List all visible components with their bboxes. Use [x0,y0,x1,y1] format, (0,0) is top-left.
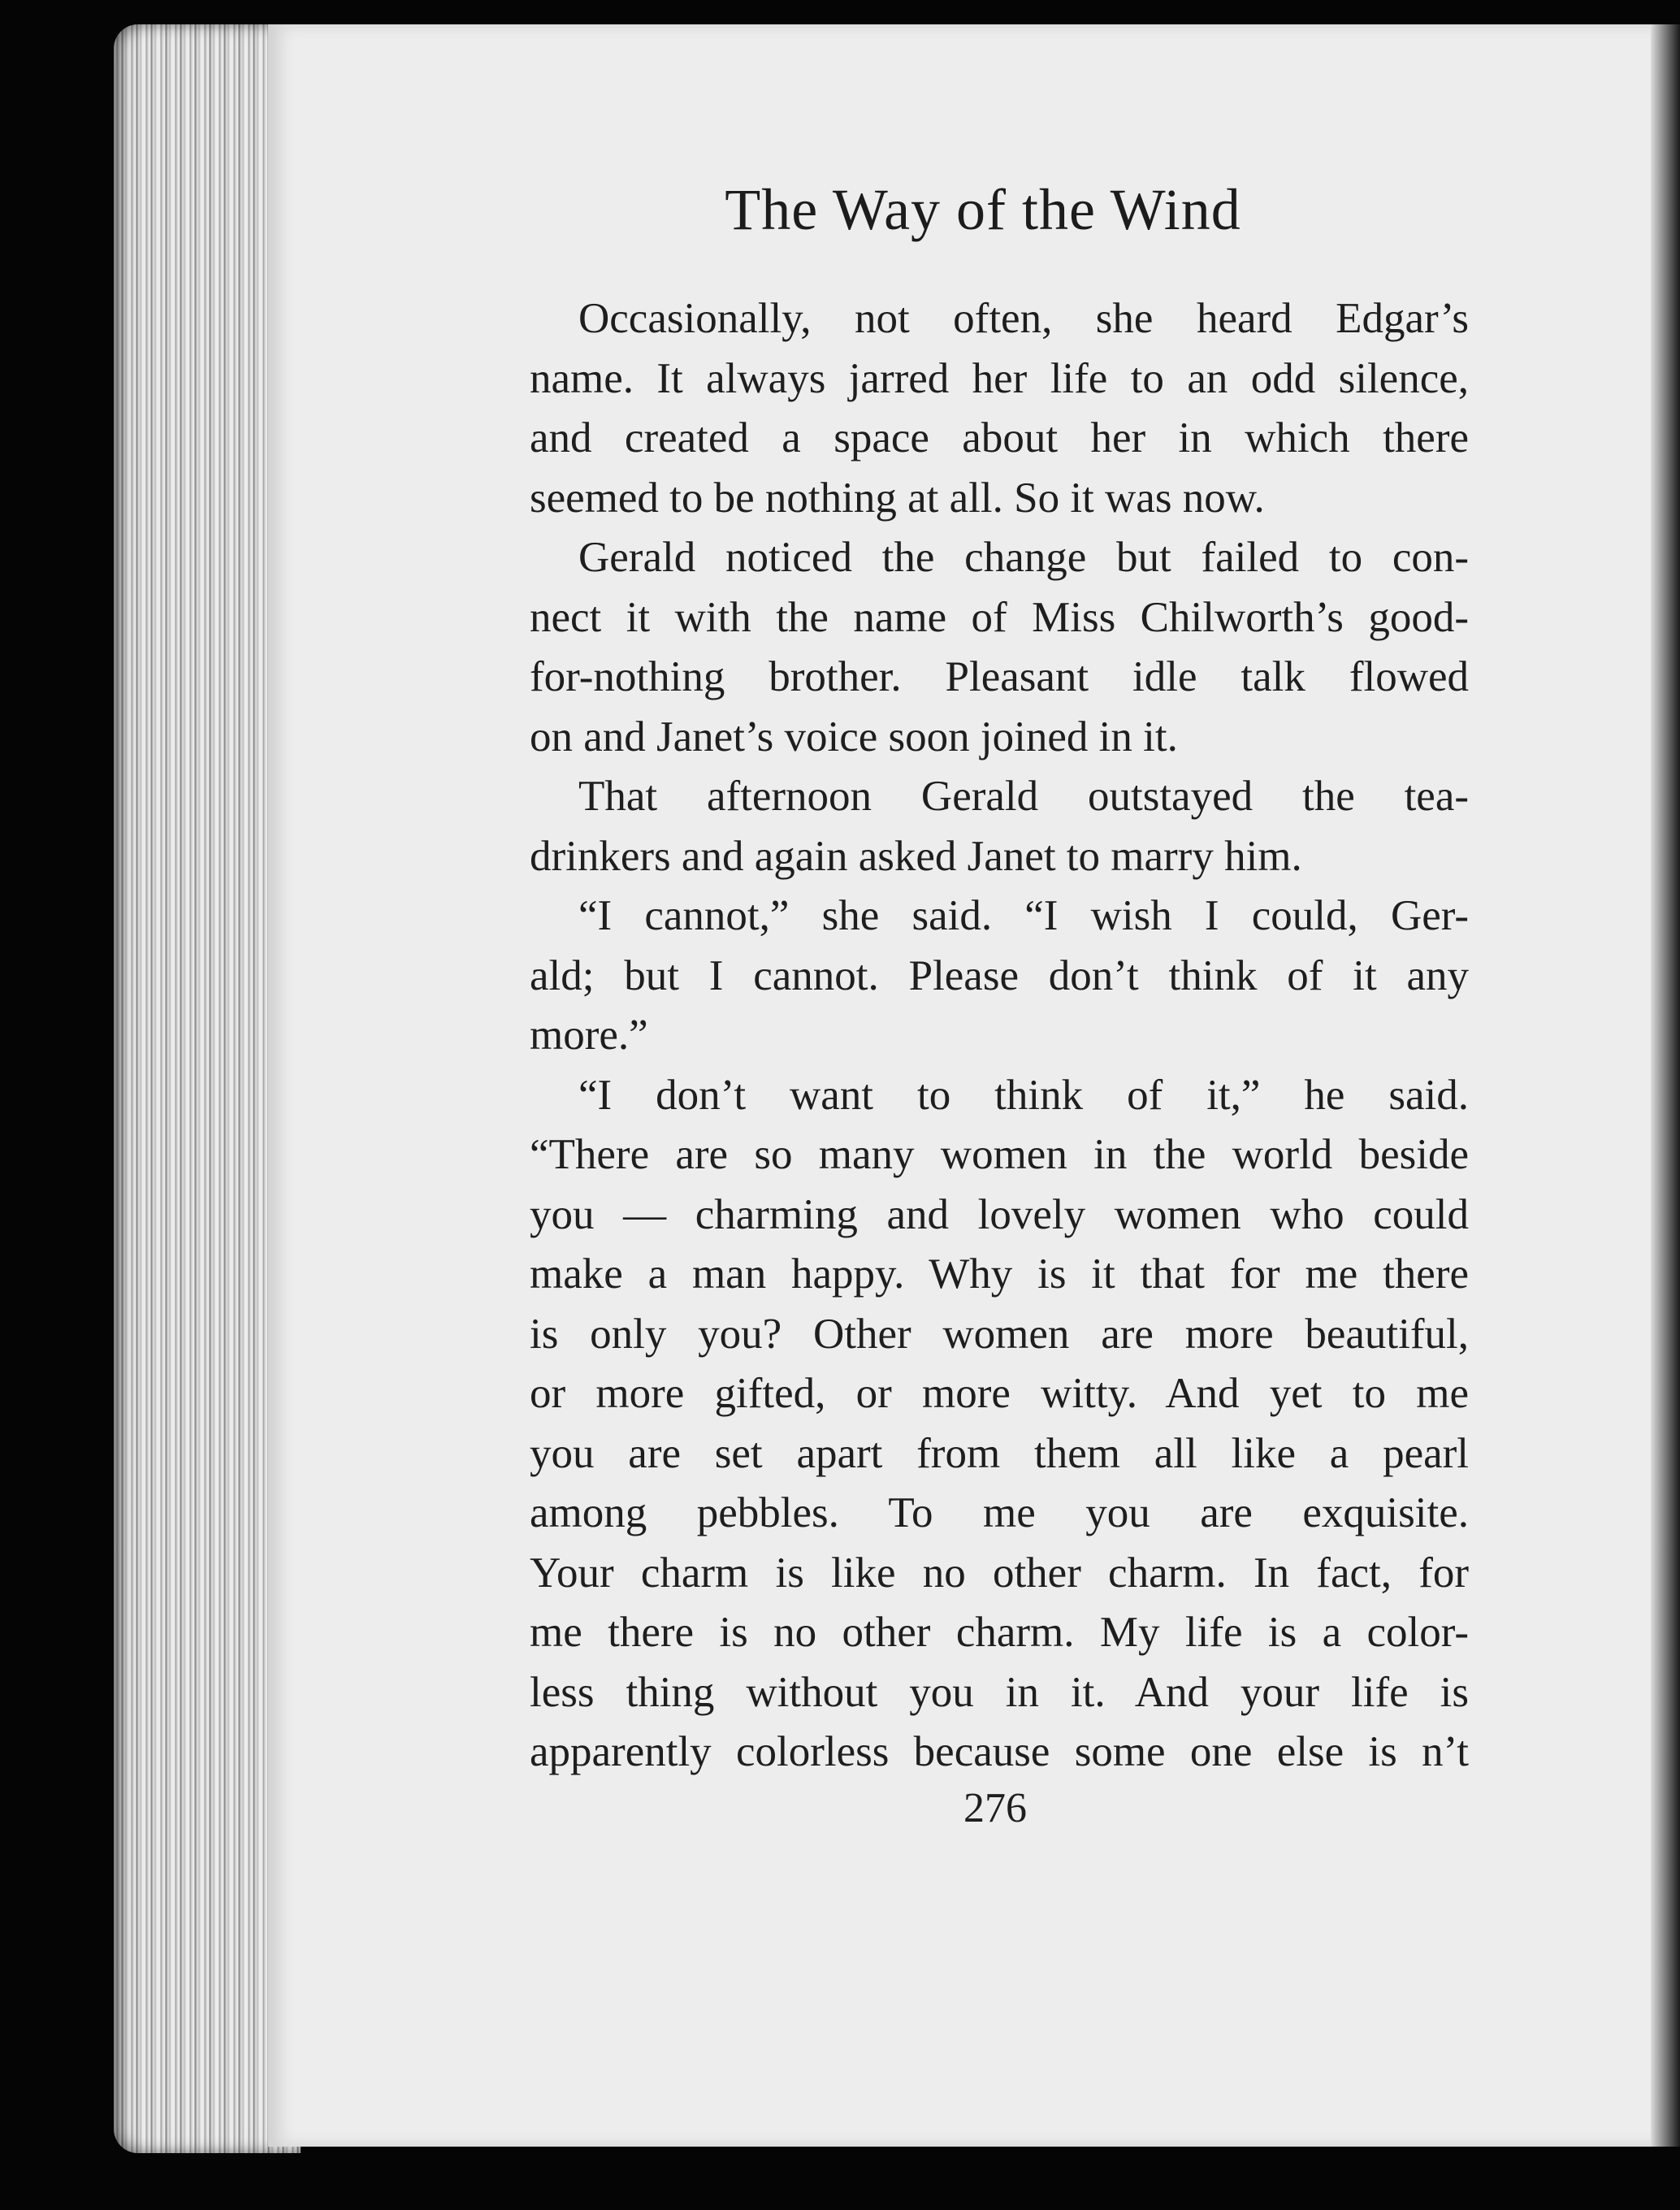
text-line: Gerald noticed the change but failed to con- [578,534,1469,581]
text-line: name. It always jarred her life to an odd silence, [530,354,1469,402]
text-line: me there is no other charm. My life is a color- [530,1609,1469,1656]
text-line: is only you? Other women are more beautiful, [530,1310,1469,1358]
text-line: and created a space about her in which there [530,414,1469,462]
text-line: you — charming and lovely women who could [530,1190,1469,1238]
running-head: The Way of the Wind [725,177,1241,242]
text-line: That afternoon Gerald outstayed the tea- [578,773,1469,820]
text-line: for-nothing brother. Pleasant idle talk flowed [530,653,1469,700]
text-line: drinkers and again asked Janet to marry him. [530,832,1302,880]
text-line: “I cannot,” she said. “I wish I could, Ger- [578,892,1469,939]
text-line: you are set apart from them all like a pearl [530,1429,1469,1477]
text-line: among pebbles. To me you are exquisite. [530,1489,1469,1536]
body-text [530,289,1469,1783]
text-line: or more gifted, or more witty. And yet to me [530,1370,1469,1417]
gutter-shadow [1651,24,1680,2147]
text-line: Occasionally, not often, she heard Edgar’s [578,295,1469,342]
text-line: make a man happy. Why is it that for me there [530,1250,1469,1298]
text-line: less thing without you in it. And your life is [530,1668,1469,1716]
text-line: more.” [530,1012,648,1059]
text-line: Your charm is like no other charm. In fact, for [530,1549,1469,1597]
text-line: on and Janet’s voice soon joined in it. [530,713,1178,760]
text-line: seemed to be nothing at all. So it was now. [530,474,1265,522]
text-line: nect it with the name of Miss Chilworth’s good- [530,593,1469,641]
text-line: “I don’t want to think of it,” he said. [578,1071,1469,1119]
page-number: 276 [963,1785,1027,1831]
text-line: “There are so many women in the world beside [530,1131,1469,1178]
text-line: apparently colorless because some one else is n’t [530,1728,1469,1775]
text-line: ald; but I cannot. Please don’t think of it any [530,951,1469,999]
